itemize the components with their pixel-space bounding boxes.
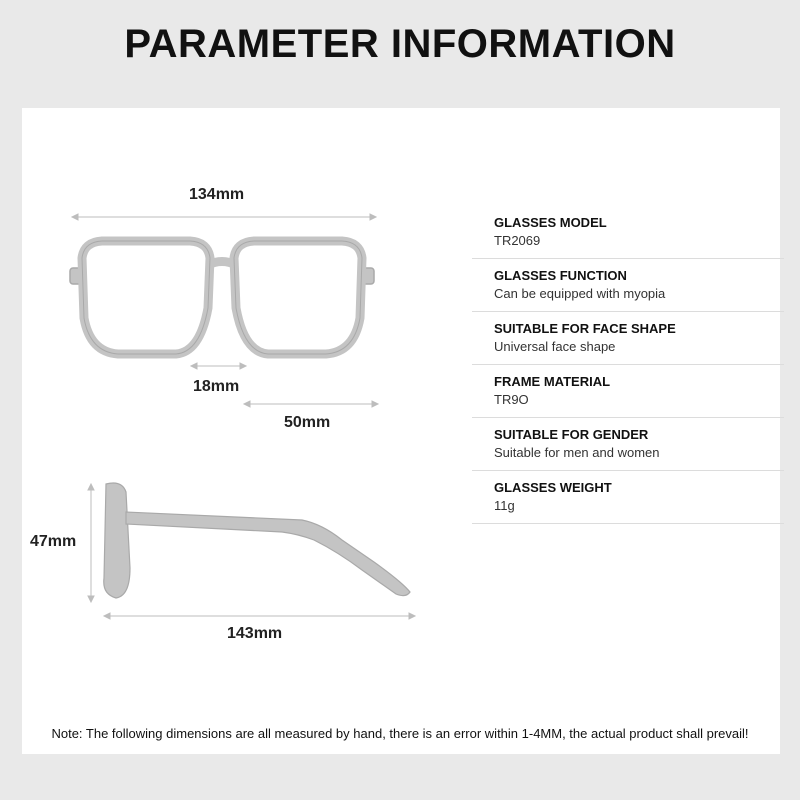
total-width-label: 134mm	[189, 186, 245, 203]
spec-value: 11g	[494, 498, 515, 513]
spec-label: FRAME MATERIAL	[494, 374, 611, 389]
spec-label: SUITABLE FOR FACE SHAPE	[494, 321, 676, 336]
spec-value: Suitable for men and women	[494, 445, 660, 460]
temple-length-label: 143mm	[227, 625, 283, 642]
spec-label: GLASSES FUNCTION	[494, 268, 627, 283]
spec-row-function	[472, 259, 784, 312]
spec-row-model	[472, 206, 784, 259]
spec-label: GLASSES WEIGHT	[494, 480, 612, 495]
spec-value: TR2069	[494, 233, 541, 248]
page-title: PARAMETER INFORMATION	[124, 22, 676, 66]
spec-list	[472, 206, 784, 524]
content-panel	[22, 108, 780, 754]
spec-row-gender	[472, 418, 784, 471]
spec-row-weight	[472, 471, 784, 524]
spec-label: GLASSES MODEL	[494, 215, 607, 230]
spec-value: TR9O	[494, 392, 529, 407]
spec-value: Can be equipped with myopia	[494, 286, 666, 301]
glasses-side-view	[104, 483, 410, 598]
glasses-front-view	[70, 241, 374, 354]
spec-label: SUITABLE FOR GENDER	[494, 427, 649, 442]
lens-width-label: 50mm	[284, 414, 331, 431]
spec-row-face-shape	[472, 312, 784, 365]
spec-value: Universal face shape	[494, 339, 616, 354]
spec-row-material	[472, 365, 784, 418]
measurement-note: Note: The following dimensions are all measured by hand, there is an error within 1-4MM, the actual product shall prevail!	[51, 726, 749, 741]
bridge-width-label: 18mm	[193, 378, 240, 395]
lens-height-label: 47mm	[30, 533, 77, 550]
